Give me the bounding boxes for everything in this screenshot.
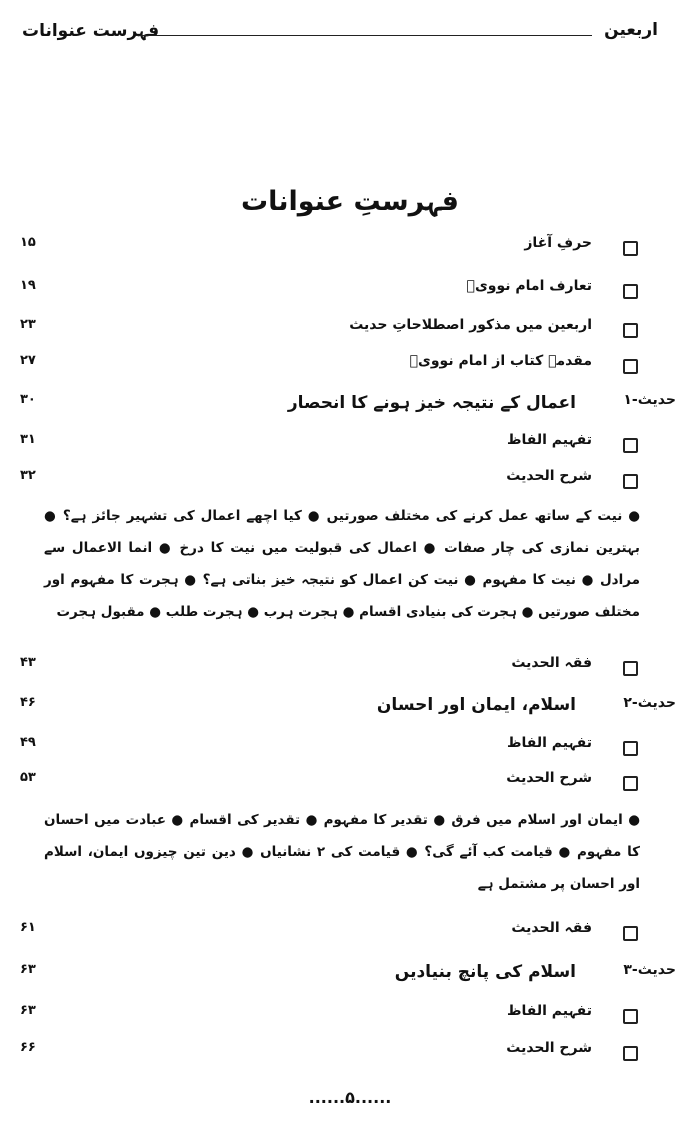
checkbox-icon <box>623 741 638 756</box>
toc-entry-page: ۵۳ <box>20 770 36 785</box>
checkbox-icon <box>623 323 638 338</box>
toc-entry-title: تفہیم الفاظ <box>506 1003 592 1019</box>
checkbox-icon <box>623 474 638 489</box>
toc-entry[interactable] <box>0 278 700 306</box>
checkbox-icon <box>623 776 638 791</box>
toc-entry-title: فقہ الحدیث <box>511 920 592 936</box>
checkbox-icon <box>623 661 638 676</box>
toc-entry-title: تفہیم الفاظ <box>506 432 592 448</box>
toc-entry-page: ۶۱ <box>20 920 36 935</box>
topic-list: ● نیت کے ساتھ عمل کرنے کی مختلف صورتیں ● کیا اچھے اعمال کی تشہیر جائز ہے؟ ● بہترین نمازی کی چار صفات ● اعمال کی قبولیت میں نیت کا درخ ● انما الاعمال سے مرادل ● نیت کا مفہوم ● نیت کن اعمال کو نتیجہ خیز بناتی ہے؟ ● ہجرت کا مفہوم اور مختلف صورتیں ● ہجرت کی بنیادی اقسام ● ہجرت ہرب ● ہجرت طلب ● مقبول ہجرت <box>44 508 640 620</box>
hadith-label: حدیث-۲ <box>623 695 676 711</box>
header-rule <box>136 35 592 36</box>
toc-entry-title: شرح الحدیث <box>506 1040 592 1056</box>
toc-entry-page: ۴۳ <box>20 655 36 670</box>
toc-entry-page: ۴۹ <box>20 735 36 750</box>
toc-entry-page: ۲۷ <box>20 353 36 368</box>
toc-entry[interactable] <box>0 1003 700 1031</box>
toc-entry-title: تعارف امام نوویؒ <box>466 278 592 294</box>
hadith-label: حدیث-۱ <box>623 392 676 408</box>
running-header-section: فہرست عنوانات <box>22 21 160 41</box>
toc-entry-page: ۳۲ <box>20 468 36 483</box>
page-title: فہرستِ عنوانات <box>241 186 459 217</box>
toc-entry-page: ۴۶ <box>20 695 36 710</box>
toc-entry-page: ۶۳ <box>20 962 36 977</box>
toc-entry-page: ۳۰ <box>20 392 36 407</box>
toc-entry-page: ۳۱ <box>20 432 36 447</box>
hadith-label: حدیث-۳ <box>623 962 676 978</box>
toc-entry-page: ۶۳ <box>20 1003 36 1018</box>
running-header-book-title: اربعین <box>604 20 658 40</box>
toc-entry-title: مقدمہ کتاب از امام نوویؒ <box>409 353 592 369</box>
checkbox-icon <box>623 241 638 256</box>
hadith-title: اعمال کے نتیجہ خیز ہونے کا انحصار <box>287 393 576 413</box>
topic-list: ● ایمان اور اسلام میں فرق ● تقدیر کا مفہوم ● تقدیر کی اقسام ● عبادت میں احسان کا مفہوم ● قیامت کب آئے گی؟ ● قیامت کی ۲ نشانیاں ● دین تین چیزوں ایمان، اسلام اور احسان پر مشتمل ہے <box>44 812 640 892</box>
toc-entry[interactable] <box>0 735 700 763</box>
toc-entry-title: تفہیم الفاظ <box>506 735 592 751</box>
toc-entry-page: ۱۵ <box>20 235 36 250</box>
hadith-heading[interactable] <box>0 695 700 723</box>
hadith-heading[interactable] <box>0 962 700 990</box>
checkbox-icon <box>623 438 638 453</box>
checkbox-icon <box>623 926 638 941</box>
toc-entry[interactable] <box>0 235 700 263</box>
toc-entry-title: شرح الحدیث <box>506 468 592 484</box>
toc-entry[interactable] <box>0 432 700 460</box>
hadith-title: اسلام، ایمان اور احسان <box>376 695 576 715</box>
toc-entry-title: حرفِ آغاز <box>524 235 592 251</box>
toc-entry-title: شرح الحدیث <box>506 770 592 786</box>
toc-entry[interactable] <box>0 353 700 381</box>
toc-entry[interactable] <box>0 920 700 948</box>
toc-entry[interactable] <box>0 655 700 683</box>
checkbox-icon <box>623 284 638 299</box>
toc-entry-page: ۲۳ <box>20 317 36 332</box>
checkbox-icon <box>623 1046 638 1061</box>
toc-entry-page: ۶۶ <box>20 1040 36 1055</box>
toc-entry-title: فقہ الحدیث <box>511 655 592 671</box>
toc-entry[interactable] <box>0 317 700 345</box>
toc-entry[interactable] <box>0 468 700 496</box>
hadith-title: اسلام کی پانچ بنیادیں <box>394 962 576 982</box>
toc-entry-title: اربعین میں مذکور اصطلاحاتِ حدیث <box>349 317 592 333</box>
running-header <box>18 18 682 52</box>
checkbox-icon <box>623 359 638 374</box>
toc-entry-page: ۱۹ <box>20 278 36 293</box>
toc-entry[interactable] <box>0 770 700 798</box>
page-number: ......۵...... <box>308 1088 392 1107</box>
hadith-heading[interactable] <box>0 392 700 420</box>
checkbox-icon <box>623 1009 638 1024</box>
toc-entry[interactable] <box>0 1040 700 1068</box>
